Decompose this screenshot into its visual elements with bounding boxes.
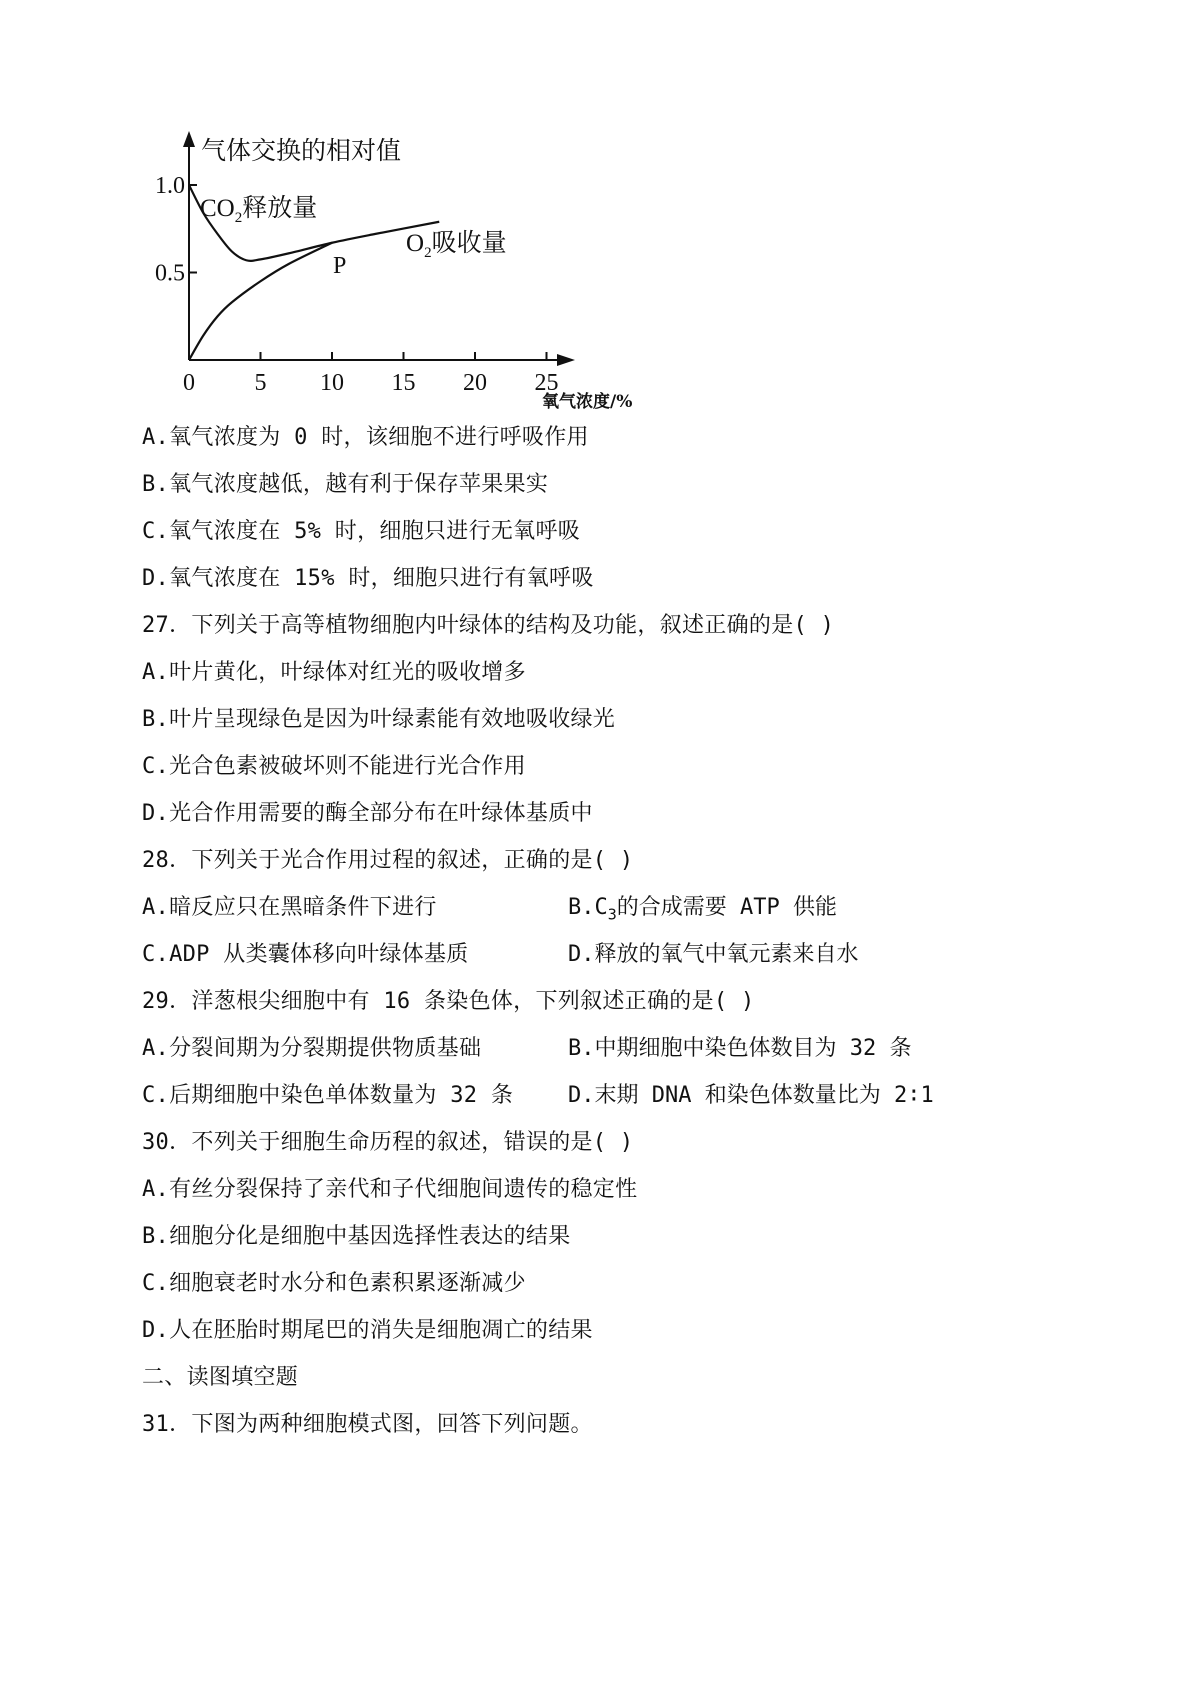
q27-option-a: A.叶片黄化，叶绿体对红光的吸收增多 — [142, 660, 526, 685]
q28-option-b — [568, 893, 837, 929]
gas-exchange-chart — [120, 125, 680, 415]
x-axis-arrow — [557, 354, 575, 366]
q29-option-d: D.末期 DNA 和染色体数量比为 2∶1 — [568, 1083, 934, 1108]
q29-option-c: C.后期细胞中染色单体数量为 32 条 — [142, 1083, 514, 1108]
q30-option-c: C.细胞衰老时水分和色素积累逐渐减少 — [142, 1271, 526, 1296]
q31-stem: 31．下图为两种细胞模式图，回答下列问题。 — [142, 1412, 593, 1437]
q30-stem: 30．不列关于细胞生命历程的叙述，错误的是( ) — [142, 1130, 634, 1155]
section-heading: 二、读图填空题 — [142, 1365, 299, 1390]
q27-option-d: D.光合作用需要的酶全部分布在叶绿体基质中 — [142, 801, 593, 826]
q26-option-b: B.氧气浓度越低，越有利于保存苹果果实 — [142, 472, 549, 497]
point-p-label: P — [333, 252, 347, 279]
q27-option-b: B.叶片呈现绿色是因为叶绿素能有效地吸收绿光 — [142, 707, 616, 732]
x-tick-label: 5 — [254, 370, 267, 396]
q28-option-c: C.ADP 从类囊体移向叶绿体基质 — [142, 942, 469, 967]
q30-option-d: D.人在胚胎时期尾巴的消失是细胞凋亡的结果 — [142, 1318, 593, 1343]
q28-option-b-pre: B.C — [568, 895, 608, 920]
y-axis-label: 气体交换的相对值 — [201, 136, 402, 165]
y-tick-label: 1.0 — [155, 173, 185, 199]
q26-option-a: A.氧气浓度为 0 时，该细胞不进行呼吸作用 — [142, 425, 589, 450]
q29-stem: 29．洋葱根尖细胞中有 16 条染色体，下列叙述正确的是( ) — [142, 989, 755, 1014]
x-tick-label: 25 — [534, 370, 559, 396]
q30-option-a: A.有丝分裂保持了亲代和子代细胞间遗传的稳定性 — [142, 1177, 638, 1202]
q28-option-b-sub: 3 — [607, 905, 617, 924]
co2-release-label: $CO_2$释放量 — [200, 193, 318, 226]
q29-option-b: B.中期细胞中染色体数目为 32 条 — [568, 1036, 912, 1061]
y-axis-arrow — [183, 131, 195, 147]
q27-option-c: C.光合色素被破坏则不能进行光合作用 — [142, 754, 526, 779]
q26-option-c: C.氧气浓度在 5% 时，细胞只进行无氧呼吸 — [142, 519, 581, 544]
q28-stem: 28．下列关于光合作用过程的叙述，正确的是( ) — [142, 848, 634, 873]
q28-option-b-post: 的合成需要 ATP 供能 — [616, 895, 838, 920]
o2-uptake-label: $O_2$吸收量 — [406, 228, 507, 261]
x-tick-label: 10 — [320, 370, 344, 396]
x-axis-label: 氧气浓度/% — [542, 392, 633, 412]
q26-option-d: D.氧气浓度在 15% 时，细胞只进行有氧呼吸 — [142, 566, 594, 591]
q30-option-b: B.细胞分化是细胞中基因选择性表达的结果 — [142, 1224, 571, 1249]
q29-option-a: A.分裂间期为分裂期提供物质基础 — [142, 1036, 482, 1061]
q28-option-a: A.暗反应只在黑暗条件下进行 — [142, 895, 437, 920]
x-tick-label: 15 — [391, 370, 416, 396]
q28-option-d: D.释放的氧气中氧元素来自水 — [568, 942, 859, 967]
x-tick-label: 20 — [463, 370, 487, 396]
x-tick-label: 0 — [183, 370, 195, 396]
y-tick-label: 0.5 — [155, 260, 185, 287]
q27-stem: 27．下列关于高等植物细胞内叶绿体的结构及功能，叙述正确的是( ) — [142, 613, 835, 638]
